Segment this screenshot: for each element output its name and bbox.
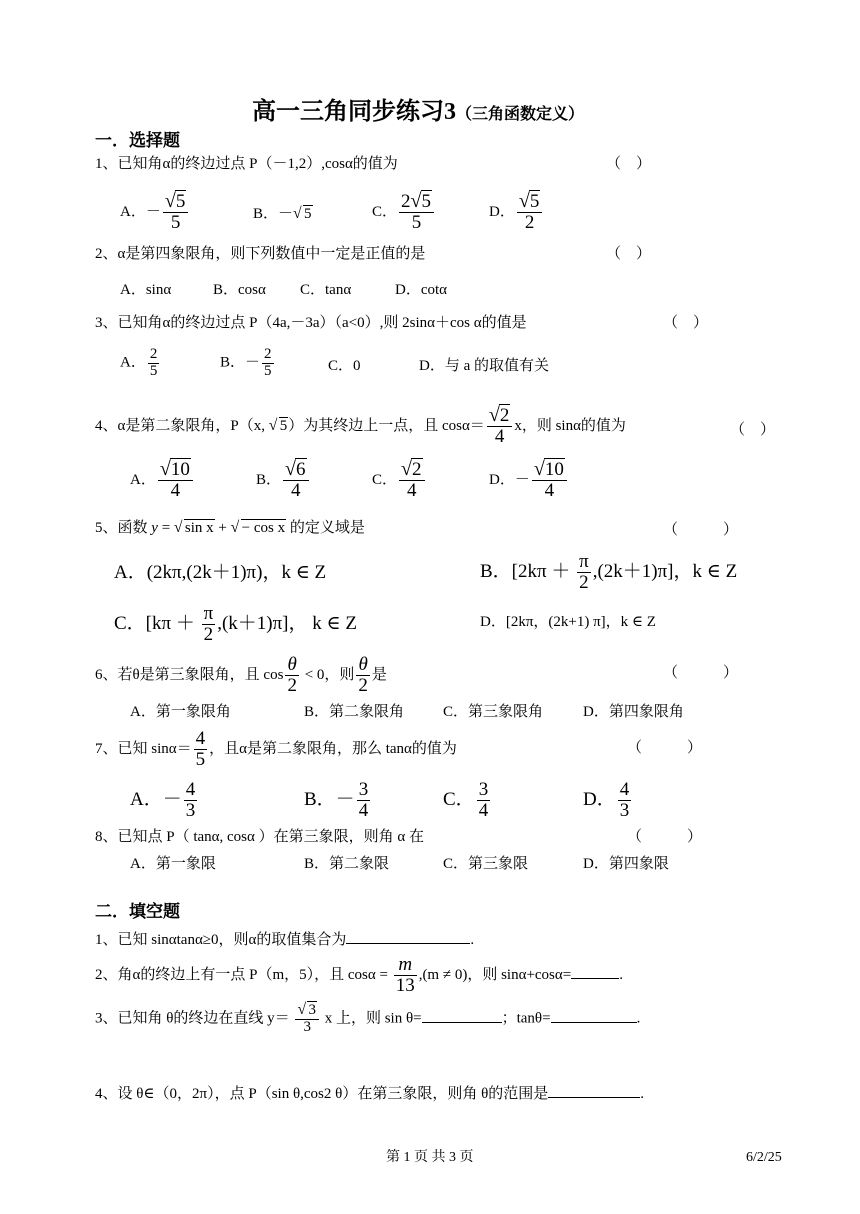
q3-answer-paren: （ ）: [663, 315, 709, 331]
q6-stem: 6、若θ是第三象限角，且 cos $\frac{\theta}{2}$ < 0，则 $\frac{\theta}{2}$ 是: [95, 654, 387, 696]
fill4-answer-blank[interactable]: [548, 1083, 640, 1098]
q5-option-b: B．[2kπ ＋ $\frac{\pi}{2}$ ,(2k＋1)π]，k ∈ Z: [480, 551, 738, 593]
q4-option-c: C． √ $\frac{2}{4}$: [372, 460, 427, 501]
q1-stem: 1、已知角α的终边过点 P（－1,2）,cosα的值为: [95, 156, 398, 172]
q8-stem: 8、已知点 P（ tanα, cosα ）在第三象限，则角 α 在: [95, 829, 424, 845]
q7-answer-paren: （ ）: [627, 740, 703, 756]
q8-answer-paren: （ ）: [627, 829, 703, 845]
section-fill-heading: 二．填空题: [95, 902, 180, 921]
fill2-line: 2、角α的终边上有一点 P（m，5），且 cosα = $\frac{m}{13}$ ,(m ≠ 0)，则 sinα+cosα= .: [95, 954, 623, 996]
q6-option-a: A．第一象限角: [130, 704, 231, 720]
q4-option-d: D．－ √ $\frac{10}{4}$: [489, 460, 569, 501]
fill1-text: 1、已知 sinαtanα≥0，则α的取值集合为: [95, 932, 347, 948]
page-number: 第 1 页 共 3 页: [386, 1150, 474, 1165]
title-subtitle: （三角函数定义）: [456, 106, 585, 123]
page-date: 6/2/25: [746, 1150, 782, 1165]
fill2-answer-blank[interactable]: [571, 964, 619, 979]
q1-option-c: C． $\frac{2√ 5}{5}$: [372, 192, 436, 233]
q3-option-c: C．0: [328, 358, 361, 374]
q6-option-d: D．第四象限角: [583, 704, 684, 720]
q3-stem: 3、已知角α的终边过点 P（4a,－3a）（a<0）,则 2sinα＋cos α的值是: [95, 315, 527, 331]
fill1-line: 1、已知 sinαtanα≥0，则α的取值集合为 .: [95, 929, 474, 948]
q8-option-a: A．第一象限: [130, 856, 216, 872]
q4-stem: 4、α是第二象限角，P（x, √ 5）为其终边上一点，且 cosα＝ √ $\frac{2}{4}$ x，则 sinα的值为: [95, 406, 626, 447]
fill3-tan-blank[interactable]: [551, 1008, 637, 1023]
q1-option-a: A．－ √ $\frac{5}{5}$: [120, 192, 190, 233]
q7-option-a: A．－ $\frac{4}{3}$: [130, 779, 196, 821]
q7-option-c: C． $\frac{3}{4}$: [443, 779, 489, 821]
q6-answer-paren: （ ）: [663, 665, 739, 681]
q5-option-a: A．(2kπ,(2k＋1)π)，k ∈ Z: [114, 562, 327, 583]
q2-option-d: D．cotα: [395, 282, 448, 298]
q3-option-b: B．－ $\frac{2}{5}$: [220, 346, 272, 379]
q5-option-c: C．[kπ ＋ $\frac{\pi}{2}$ ,(k＋1)π]， k ∈ Z: [114, 603, 357, 645]
q5-option-d: D．[2kπ，(2k+1) π]，k ∈ Z: [480, 614, 656, 630]
q4-option-b: B． √ $\frac{6}{4}$: [256, 460, 311, 501]
q3-option-a: A． $\frac{2}{5}$: [120, 346, 158, 379]
q5-stem: 5、函数 y = √ sin x + √ − cos x 的定义域是: [95, 521, 365, 536]
q1-option-b: B．－√ 5: [253, 207, 313, 222]
q7-option-d: D． $\frac{4}{3}$: [583, 779, 630, 821]
section-choice-heading: 一．选择题: [95, 131, 180, 150]
q4-option-a: A． √ $\frac{10}{4}$: [130, 460, 195, 501]
q2-option-c: C．tanα: [300, 282, 352, 298]
q1-option-d: D． √ $\frac{5}{2}$: [489, 192, 544, 233]
fill3-sin-blank[interactable]: [422, 1008, 502, 1023]
q6-option-b: B．第二象限角: [304, 704, 405, 720]
q4-answer-paren: （ ）: [730, 422, 776, 438]
q6-option-c: C．第三象限角: [443, 704, 544, 720]
title-main: 高一三角同步练习3: [252, 99, 456, 125]
q2-answer-paren: （ ）: [606, 246, 652, 262]
fill1-answer-blank[interactable]: [346, 929, 470, 944]
q8-option-d: D．第四象限: [583, 856, 669, 872]
fill4-line: 4、设 θ∈（0，2π），点 P（sin θ,cos2 θ）在第三象限，则角 θ的范围是 .: [95, 1083, 644, 1102]
q2-stem: 2、α是第四象限角，则下列数值中一定是正值的是: [95, 246, 426, 262]
page-title: [252, 100, 584, 124]
q8-option-c: C．第三象限: [443, 856, 529, 872]
q8-option-b: B．第二象限: [304, 856, 390, 872]
q7-option-b: B．－ $\frac{3}{4}$: [304, 779, 369, 821]
q3-option-d: D．与 a 的取值有关: [419, 358, 549, 374]
q2-option-b: B．cosα: [213, 282, 266, 298]
q5-answer-paren: （ ）: [663, 522, 739, 538]
q7-stem: 7、已知 sinα＝ $\frac{4}{5}$ ，且α是第二象限角，那么 tanα的值为: [95, 728, 457, 770]
q1-answer-paren: （ ）: [606, 156, 652, 172]
q2-option-a: A．sinα: [120, 282, 172, 298]
fill3-line: 3、已知角 θ的终边在直线 y＝ √ $\frac{3}{3}$ x 上，则 sin θ= ；tanθ= .: [95, 1003, 640, 1036]
